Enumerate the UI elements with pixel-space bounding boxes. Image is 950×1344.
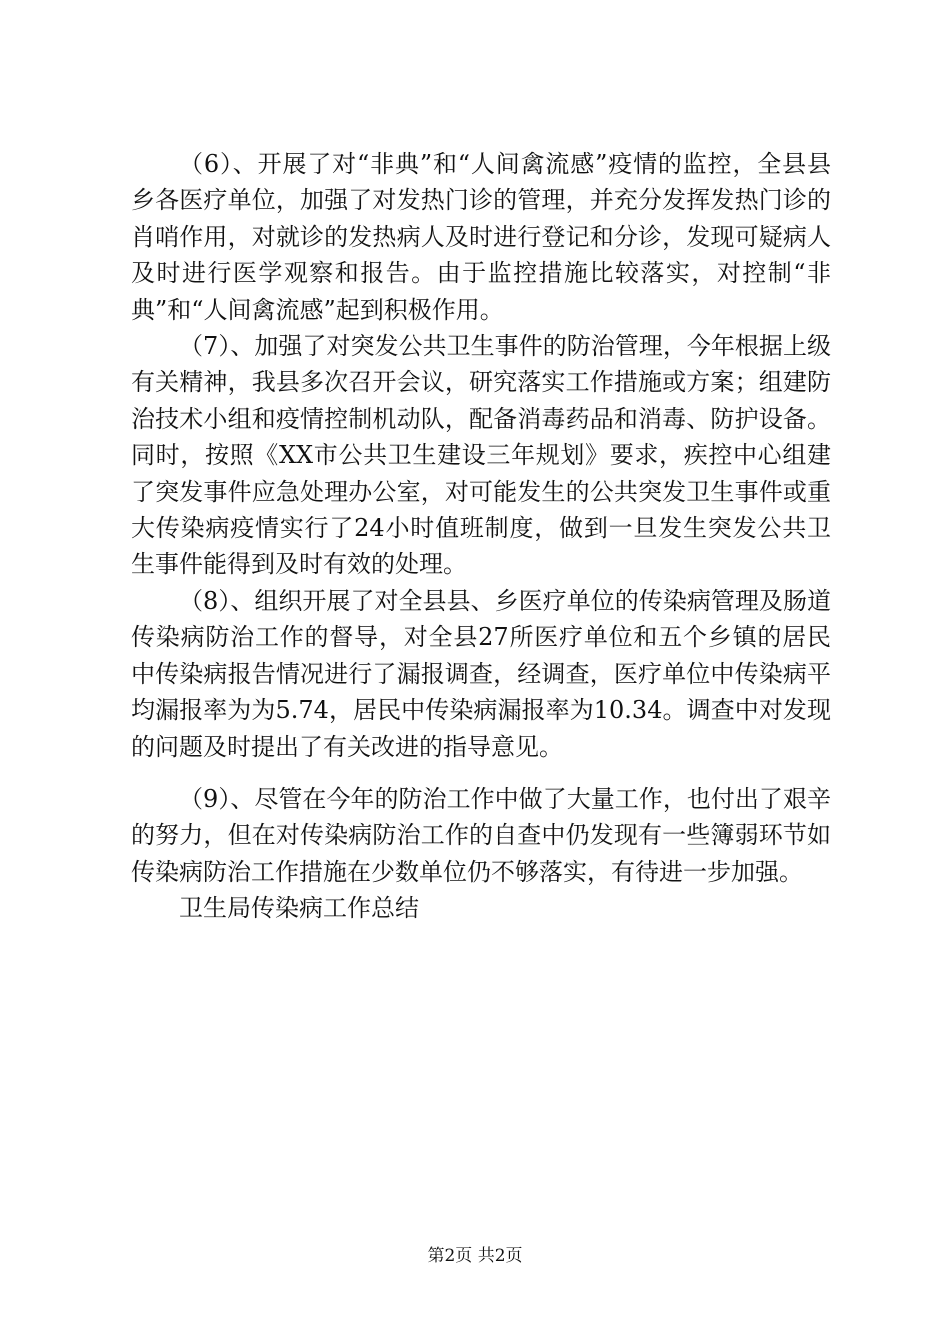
paragraph-8: （8）、组织开展了对全县县、乡医疗单位的传染病管理及肠道传染病防治工作的督导，对全县27所医疗单位和五个乡镇的居民中传染病报告情况进行了漏报调查，经调查，医疗单位中传染病平均漏报率为为5.74，居民中传染病漏报率为10.34。调查中对发现的问题及时提出了有关改进的指导意见。 (131, 586, 831, 761)
document-body (131, 146, 831, 927)
paragraph-9: （9）、尽管在今年的防治工作中做了大量工作，也付出了艰辛的努力，但在对传染病防治工作的自查中仍发现有一些簿弱环节如传染病防治工作措施在少数单位仍不够落实，有待进一步加强。 (131, 784, 831, 886)
paragraph-7: （7）、加强了对突发公共卫生事件的防治管理，今年根据上级有关精神，我县多次召开会议，研究落实工作措施或方案；组建防治技术小组和疫情控制机动队，配备消毒药品和消毒、防护设备。同时，按照《XX市公共卫生建设三年规划》要求，疾控中心组建了突发事件应急处理办公室，对可能发生的公共突发卫生事件或重大传染病疫情实行了24小时值班制度，做到一旦发生突发公共卫生事件能得到及时有效的处理。 (131, 332, 831, 579)
document-signoff: 卫生局传染病工作总结 (179, 894, 419, 923)
paragraph-6: （6）、开展了对“非典”和“人间禽流感”疫情的监控，全县县乡各医疗单位，加强了对发热门诊的管理，并充分发挥发热门诊的肖哨作用，对就诊的发热病人及时进行登记和分诊，发现可疑病人及时进行医学观察和报告。由于监控措施比较落实，对控制“非典”和“人间禽流感”起到积极作用。 (131, 150, 831, 324)
page-footer: 第2页 共2页 (427, 1246, 523, 1266)
